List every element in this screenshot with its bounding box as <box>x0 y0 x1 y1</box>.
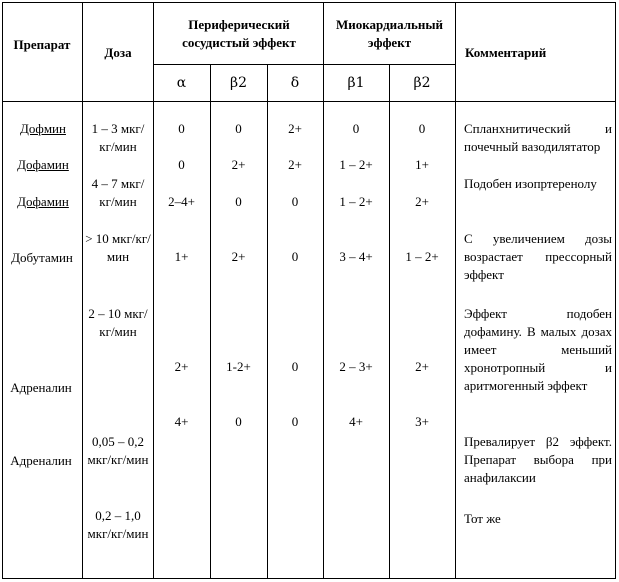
beta2-value: 0 <box>235 121 242 136</box>
dose-value: 4 – 7 мкг/кг/мин <box>91 176 145 209</box>
beta2-myo-value: 2+ <box>415 359 429 374</box>
dose-value: 1 – 3 мкг/кг/мин <box>91 121 145 154</box>
drug-name: Дофмин <box>20 121 66 136</box>
alpha-value: 4+ <box>174 414 189 429</box>
header-myocardial: Миокардиальный эффект <box>335 17 444 50</box>
comment-text: Подобен изопртеренолу <box>464 176 597 191</box>
header-bottom-rule <box>2 101 616 102</box>
delta-value: 0 <box>291 414 299 429</box>
beta1-value: 1 – 2+ <box>339 194 373 209</box>
beta2-value: 1-2+ <box>226 359 251 374</box>
comment-text: Эффект подобен дофамину. В малых дозах имеет меньший хронотропный и аритмогенный эффект <box>464 306 612 393</box>
beta2-myo-value: 0 <box>418 121 426 136</box>
col-divider-drug <box>82 2 83 579</box>
drug-name: Дофамин <box>17 194 69 209</box>
subheader-beta2-peripheral: β2 <box>229 75 247 91</box>
delta-value: 0 <box>291 194 299 209</box>
delta-value: 2+ <box>288 121 302 136</box>
drug-name: Добутамин <box>11 250 73 265</box>
alpha-value: 0 <box>178 121 185 136</box>
delta-value: 2+ <box>288 157 302 172</box>
drug-name: Адреналин <box>10 380 72 395</box>
col-divider-beta2 <box>267 64 268 579</box>
col-divider-myo <box>455 2 456 579</box>
beta1-value: 2 – 3+ <box>339 359 373 374</box>
delta-value: 0 <box>291 249 299 264</box>
beta2-myo-value: 2+ <box>415 194 429 209</box>
drug-name: Адреналин <box>10 453 72 468</box>
beta2-value: 2+ <box>231 157 246 172</box>
header-comment: Комментарий <box>465 45 547 60</box>
subheader-delta: δ <box>290 75 300 91</box>
subheader-alpha: α <box>176 75 187 91</box>
header-peripheral: Периферический сосудистый эффект <box>182 17 296 50</box>
col-divider-alpha <box>210 64 211 579</box>
alpha-value: 2–4+ <box>168 194 195 209</box>
comment-text: Спланхнитический и почечный вазодилятатор <box>464 121 612 154</box>
delta-value: 0 <box>291 359 299 374</box>
comment-text: С увеличением дозы возрастает прессорный эффект <box>464 231 612 282</box>
subheader-beta2-myocardial: β2 <box>413 75 431 91</box>
dose-value: > 10 мкг/кг/мин <box>85 231 151 264</box>
col-divider-beta1 <box>389 64 390 579</box>
alpha-value: 1+ <box>174 249 189 264</box>
dose-value: 0,05 – 0,2 мкг/кг/мин <box>87 434 149 467</box>
beta1-value: 1 – 2+ <box>339 157 373 172</box>
beta2-value: 2+ <box>231 249 246 264</box>
dose-value: 0,2 – 1,0 мкг/кг/мин <box>87 508 149 541</box>
beta2-myo-value: 3+ <box>415 414 429 429</box>
comment-text: Превалирует β2 эффект. Препарат выбора при анафилаксии <box>464 434 612 485</box>
header-drug: Препарат <box>13 37 71 52</box>
beta2-myo-value: 1 – 2+ <box>405 249 439 264</box>
beta2-value: 0 <box>235 414 242 429</box>
comment-text: Тот же <box>464 511 501 526</box>
beta1-value: 0 <box>352 121 360 136</box>
beta2-value: 0 <box>235 194 242 209</box>
subheader-beta1: β1 <box>347 75 365 91</box>
drug-name: Дофамин <box>17 157 69 172</box>
beta2-myo-value: 1+ <box>415 157 429 172</box>
beta1-value: 4+ <box>349 414 363 429</box>
header-dose: Доза <box>104 45 132 60</box>
alpha-value: 2+ <box>174 359 189 374</box>
beta1-value: 3 – 4+ <box>339 249 373 264</box>
alpha-value: 0 <box>178 157 185 172</box>
dose-value: 2 – 10 мкг/кг/мин <box>88 306 148 339</box>
header-subrule <box>153 64 455 65</box>
